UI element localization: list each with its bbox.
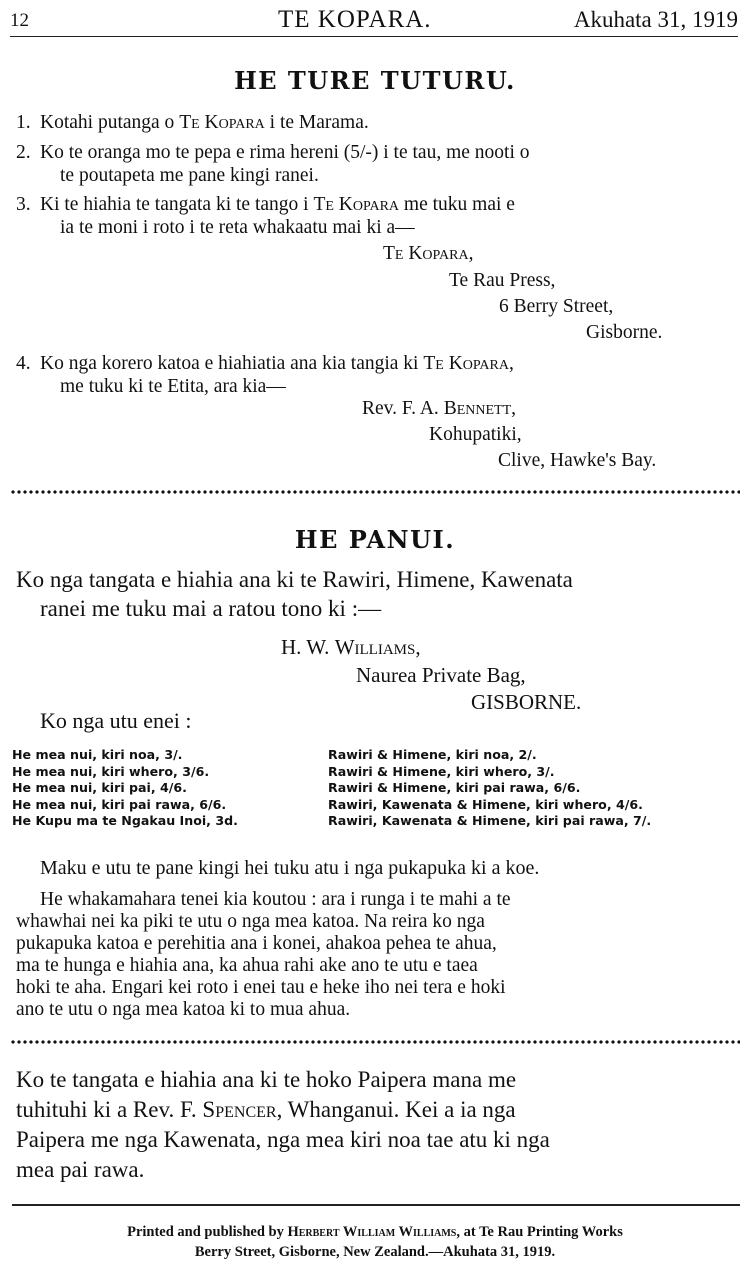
ture-item-1: 1. Kotahi putanga o Te Kopara i te Marama. xyxy=(16,112,369,133)
ture-heading: HE TURE TUTURU. xyxy=(234,66,516,95)
price-cell: He mea nui, kiri pai rawa, 6/6. xyxy=(12,796,227,812)
paipera-line4: mea pai rawa. xyxy=(16,1157,145,1182)
editor-address-line2: Clive, Hawke's Bay. xyxy=(498,450,657,471)
price-cell: Rawiri & Himene, kiri whero, 3/. xyxy=(328,763,555,779)
dotted-divider xyxy=(10,489,740,495)
table-row xyxy=(12,813,742,830)
notice-line-2: whawhai nei ka piki te utu o nga mea katoa. Na reira ko nga xyxy=(16,911,485,932)
footer-rule xyxy=(12,1204,740,1206)
kopara-address-name: Te Kopara, xyxy=(383,243,474,264)
price-cell: Rawiri, Kawenata & Himene, kiri pai rawa, 7/. xyxy=(328,813,652,829)
notice-line-4: ma te hunga e hiahia ana, ka ahua rahi ake ano te utu e taea xyxy=(16,955,478,976)
issue-date: Akuhata 31, 1919 xyxy=(573,7,738,32)
table-row xyxy=(12,797,742,814)
item-number: 3. xyxy=(16,194,31,215)
paipera-line2: tuhituhi ki a Rev. F. Spencer, Whanganui. Kei a ia nga xyxy=(16,1097,516,1122)
item-number: 2. xyxy=(16,142,31,163)
williams-address-line1: Naurea Private Bag, xyxy=(356,663,526,687)
kopara-address-line2: 6 Berry Street, xyxy=(499,296,614,317)
table-row xyxy=(12,780,742,797)
price-cell: He mea nui, kiri noa, 3/. xyxy=(12,747,183,762)
price-cell: He Kupu ma te Ngakau Inoi, 3d. xyxy=(12,813,238,829)
price-cell: He mea nui, kiri pai, 4/6. xyxy=(12,780,187,796)
price-list xyxy=(12,747,742,830)
publication-name: Te Kopara xyxy=(423,353,509,374)
page-header xyxy=(10,4,738,37)
table-row xyxy=(12,747,742,764)
paipera-line1: Ko te tangata e hiahia ana ki te hoko Paipera mana me xyxy=(16,1067,517,1092)
panui-intro-line1: Ko nga tangata e hiahia ana ki te Rawiri, Himene, Kawenata xyxy=(16,567,573,592)
table-row xyxy=(12,764,742,781)
prices-label: Ko nga utu enei : xyxy=(40,708,192,733)
price-cell: Rawiri & Himene, kiri pai rawa, 6/6. xyxy=(328,780,581,796)
item-number: 1. xyxy=(16,112,31,133)
paipera-line3: Paipera me nga Kawenata, nga mea kiri noa tae atu ki nga xyxy=(16,1127,550,1152)
notice-line-6: ano te utu o nga mea katoa ki to mua ahua. xyxy=(16,999,351,1020)
imprint-line1: Printed and published by Herbert William Williams, at Te Rau Printing Works xyxy=(127,1224,623,1240)
postage-note: Maku e utu te pane kingi hei tuku atu i nga pukapuka ki a koe. xyxy=(40,857,540,879)
item-number: 4. xyxy=(16,353,31,374)
notice-line-3: pukapuka katoa e perehitia ana i konei, ahakoa pehea te ahua, xyxy=(16,933,497,954)
ture-item-2: 2. Ko te oranga mo te pepa e rima hereni (5/-) i te tau, me nooti o te poutapeta me pane kingi ranei. xyxy=(16,142,530,186)
page-number: 12 xyxy=(10,10,29,31)
williams-address-name: H. W. Williams, xyxy=(281,635,421,659)
kopara-address-line1: Te Rau Press, xyxy=(449,270,556,291)
notice-line-5: hoki te aha. Engari kei roto i enei tau e heke iho nei tera e hoki xyxy=(16,977,506,998)
notice-line-1: He whakamahara tenei kia koutou : ara i runga i te mahi a te xyxy=(40,889,511,910)
kopara-address-line3: Gisborne. xyxy=(586,322,663,343)
price-cell: Rawiri, Kawenata & Himene, kiri whero, 4/6. xyxy=(328,796,643,812)
dotted-divider xyxy=(10,1039,740,1045)
editor-address-name: Rev. F. A. Bennett, xyxy=(362,398,516,419)
panui-heading: HE PANUI. xyxy=(294,525,456,554)
imprint-line2: Berry Street, Gisborne, New Zealand.—Akuhata 31, 1919. xyxy=(194,1244,556,1260)
williams-address-line2: GISBORNE. xyxy=(471,690,582,714)
panui-intro-line2: ranei me tuku mai a ratou tono ki :— xyxy=(40,596,382,621)
ture-item-4: 4. Ko nga korero katoa e hiahiatia ana kia tangia ki Te Kopara, me tuku ki te Etita, ara kia— xyxy=(16,353,514,397)
publication-name: Te Kopara xyxy=(313,194,400,215)
editor-address-line1: Kohupatiki, xyxy=(429,424,522,445)
ture-item-3: 3. Ki te hiahia te tangata ki te tango i Te Kopara me tuku mai e ia te moni i roto i te reta whakaatu mai ki a— xyxy=(16,194,515,238)
price-cell: Rawiri & Himene, kiri noa, 2/. xyxy=(328,747,537,762)
price-cell: He mea nui, kiri whero, 3/6. xyxy=(12,763,210,779)
publication-name: Te Kopara xyxy=(179,112,265,133)
publication-title: TE KOPARA. xyxy=(278,6,432,33)
